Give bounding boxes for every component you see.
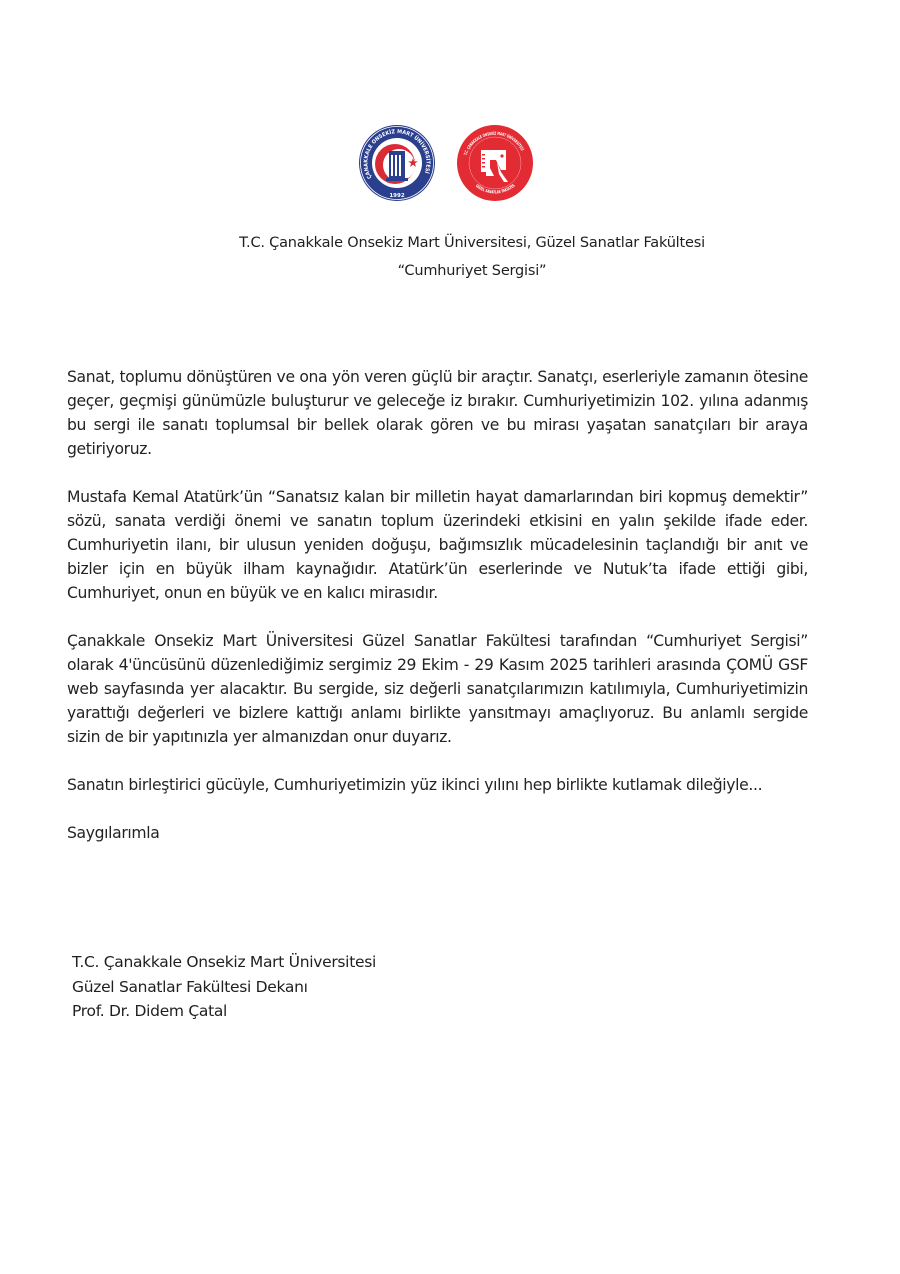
seal-ring-text: ÇANAKKALE ONSEKİZ MART ÜNİVERSİTESİ bbox=[363, 129, 431, 180]
faculty-mark-dot bbox=[500, 154, 503, 157]
paragraph-intro: Sanat, toplumu dönüştüren ve ona yön veren güçlü bir araçtır. Sanatçı, eserleriyle zamanın ötesine geçer, geçmişi günümüzle buluşturur ve geleceğe iz bırakır. Cumhuriyetimizin 102. yılına adanmış bu sergi ile sanatı toplumsal bir bellek olarak gören ve bu mirası yaşatan sanatçıları bir araya getiriyoruz. bbox=[67, 368, 808, 458]
faculty-mark-notch bbox=[482, 158, 485, 160]
faculty-mark-notch bbox=[482, 162, 485, 164]
signature-name: Prof. Dr. Didem Çatal bbox=[72, 1002, 228, 1020]
seal-ring-text-top: T.C. ÇANAKKALE ONSEKİZ MART ÜNİVERSİTESİ bbox=[462, 130, 526, 156]
logo-row bbox=[0, 124, 900, 202]
paragraph-closing-wish: Sanatın birleştirici gücüyle, Cumhuriyetimizin yüz ikinci yılını hep birlikte kutlamak dileğiyle... bbox=[67, 776, 763, 794]
seal-ring-text-bottom: GÜZEL SANATLAR FAKÜLTES bbox=[474, 182, 517, 195]
building-window bbox=[395, 155, 397, 176]
signature-position: Güzel Sanatlar Fakültesi Dekanı bbox=[72, 977, 308, 996]
document-heading bbox=[0, 229, 900, 285]
building-base bbox=[386, 178, 408, 181]
signature-institution: T.C. Çanakkale Onsekiz Mart Üniversitesi bbox=[72, 953, 376, 971]
paragraph-salutation: Saygılarımla bbox=[67, 824, 160, 842]
building-window bbox=[399, 155, 401, 176]
university-seal-icon bbox=[358, 124, 436, 202]
signature-block bbox=[72, 950, 376, 1024]
paragraph-ataturk: Mustafa Kemal Atatürk’ün “Sanatsız kalan bir milletin hayat damarlarından biri kopmuş demektir” sözü, sanata verdiği önemi ve sanatın toplum üzerindeki etkisini en yalın şekilde ifade eder. Cumhuriyetin ilanı, bir ulusun yeniden doğuşu, bağımsızlık mücadelesinin taçlandığı bir anıt ve bizler için en büyük ilham kaynağıdır. Atatürk’ün eserlerinde ve Nutuk’ta ifade ettiği gibi, Cumhuriyet, onun en büyük ve en kalıcı mirasıdır. bbox=[67, 488, 808, 602]
paragraph-exhibition: Çanakkale Onsekiz Mart Üniversitesi Güzel Sanatlar Fakültesi tarafından “Cumhuriyet Sergisi” olarak 4'üncüsünü düzenlediğimiz sergimiz 29 Ekim - 29 Kasım 2025 tarihleri arasında ÇOMÜ GSF web sayfasında yer alacaktır. Bu sergide, siz değerli sanatçılarımızın katılımıyla, Cumhuriyetimizin yarattığı değerleri ve bizlere kattığı anlamı birlikte yansıtmayı amaçlıyoruz. Bu anlamlı sergide sizin de bir yapıtınızla yer almanızdan onur duyarız. bbox=[67, 632, 808, 746]
faculty-mark-notch bbox=[482, 166, 485, 168]
letter-body bbox=[67, 365, 808, 869]
building-window bbox=[391, 155, 393, 176]
heading-institution: T.C. Çanakkale Onsekiz Mart Üniversitesi, Güzel Sanatlar Fakültesi bbox=[239, 235, 705, 251]
heading-title: “Cumhuriyet Sergisi” bbox=[397, 263, 547, 279]
seal-year: 1992 bbox=[389, 193, 405, 199]
faculty-seal-graphic bbox=[456, 124, 534, 202]
faculty-mark-notch bbox=[482, 154, 485, 156]
faculty-seal-icon bbox=[456, 124, 534, 202]
university-seal-graphic bbox=[358, 124, 436, 202]
